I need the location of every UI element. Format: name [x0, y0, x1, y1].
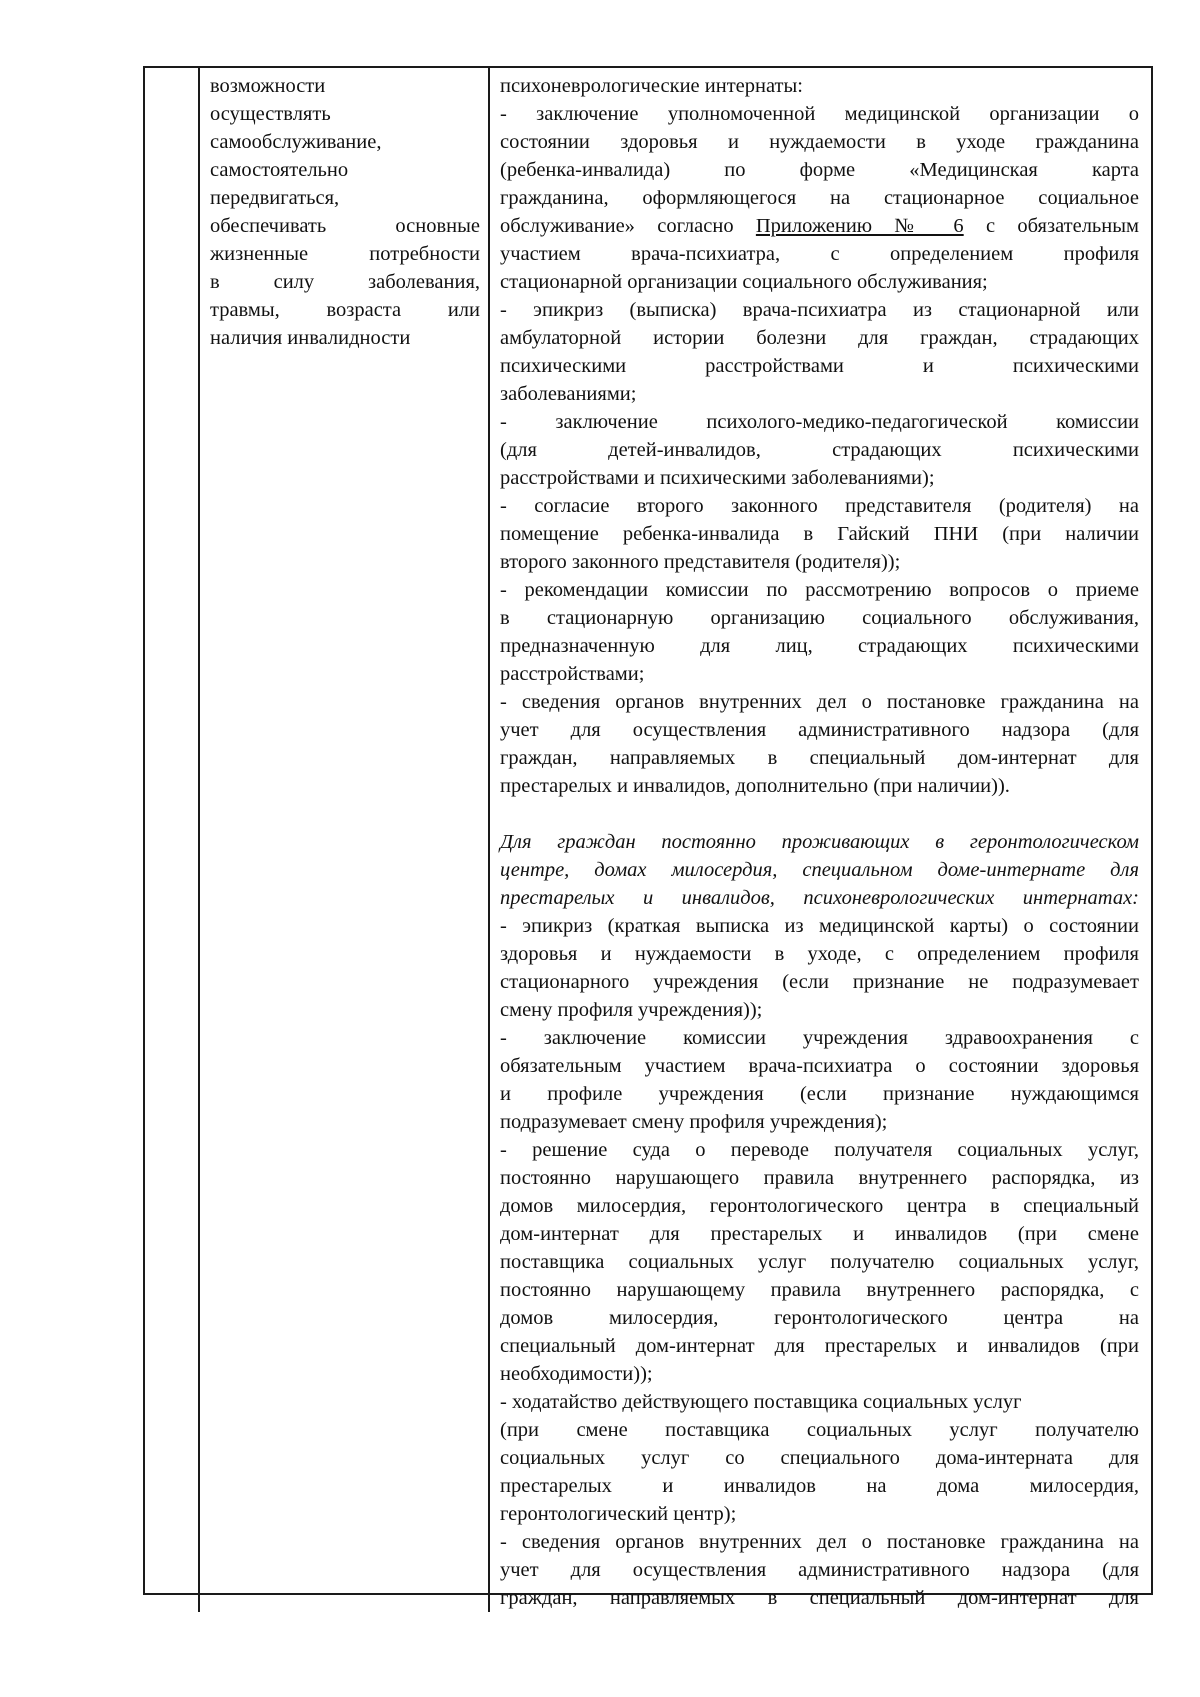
document-line: смену профиля учреждения)); — [500, 999, 763, 1021]
criteria-line: самообслуживание, — [210, 131, 382, 153]
document-line: - заключение комиссии учреждения здравоохранения с — [500, 1027, 1139, 1049]
document-line: стационарной организации социального обслуживания; — [500, 271, 988, 293]
document-line: психоневрологические интернаты: — [500, 75, 803, 97]
document-line: геронтологический центр); — [500, 1503, 737, 1525]
document-line: амбулаторной истории болезни для граждан, страдающих — [500, 327, 1139, 349]
document-line: - эпикриз (выписка) врача-психиатра из стационарной или — [500, 299, 1139, 321]
document-line: поставщика социальных услуг получателю социальных услуг, — [500, 1251, 1139, 1273]
document-line: психическими расстройствами и психическими — [500, 355, 1139, 377]
document-line: - заключение психолого-медико-педагогической комиссии — [500, 411, 1139, 433]
document-line: участием врача-психиатра, с определением профиля — [500, 243, 1139, 265]
document-line: дом-интернат для престарелых и инвалидов (при смене — [500, 1223, 1139, 1245]
criteria-line: осуществлять — [210, 103, 331, 125]
document-line: постоянно нарушающему правила внутреннего распорядка, с — [500, 1279, 1139, 1301]
document-line: необходимости)); — [500, 1363, 653, 1385]
document-link-text: Приложению № 6 — [755, 215, 964, 237]
documents-column — [490, 68, 1151, 1612]
document-table — [143, 66, 1153, 1609]
document-line: (для детей-инвалидов, страдающих психическими — [500, 439, 1139, 461]
document-line: - заключение уполномоченной медицинской организации о — [500, 103, 1139, 125]
document-line: - рекомендации комиссии по рассмотрению вопросов о приеме — [500, 579, 1139, 601]
document-line: специальный дом-интернат для престарелых и инвалидов (при — [500, 1335, 1139, 1357]
document-line: (ребенка-инвалида) по форме «Медицинская карта — [500, 159, 1139, 181]
document-line: Для граждан постоянно проживающих в геронтологическом — [500, 831, 1139, 853]
document-line: в стационарную организацию социального обслуживания, — [500, 607, 1139, 629]
document-line: подразумевает смену профиля учреждения); — [500, 1111, 888, 1133]
document-line: престарелых и инвалидов, дополнительно (при наличии)). — [500, 775, 1010, 797]
document-line: расстройствами и психическими заболеваниями); — [500, 467, 935, 489]
document-line: - сведения органов внутренних дел о постановке гражданина на — [500, 691, 1139, 713]
number-column — [145, 68, 200, 1612]
document-line: - сведения органов внутренних дел о постановке гражданина на — [500, 1531, 1139, 1553]
document-line: и профиле учреждения (если признание нуждающимся — [500, 1083, 1139, 1105]
criteria-line: обеспечивать основные — [210, 215, 480, 237]
document-line: престарелых и инвалидов на дома милосердия, — [500, 1475, 1139, 1497]
document-line: домов милосердия, геронтологического центра в специальный — [500, 1195, 1139, 1217]
text-fragment: с обязательным — [963, 215, 1139, 237]
criteria-line: самостоятельно — [210, 159, 349, 181]
criteria-line: в силу заболевания, — [210, 271, 480, 293]
criteria-line: жизненные потребности — [210, 243, 480, 265]
document-line: престарелых и инвалидов, психоневрологических интернатах: — [500, 887, 1139, 909]
criteria-line: передвигаться, — [210, 187, 340, 209]
criteria-line: травмы, возраста или — [210, 299, 480, 321]
criteria-line: возможности — [210, 75, 326, 97]
document-line: помещение ребенка-инвалида в Гайский ПНИ (при наличии — [500, 523, 1139, 545]
document-line: постоянно нарушающего правила внутреннего распорядка, из — [500, 1167, 1139, 1189]
document-line: состоянии здоровья и нуждаемости в уходе гражданина — [500, 131, 1139, 153]
document-line: граждан, направляемых в специальный дом-интернат для — [500, 747, 1139, 769]
document-line: расстройствами; — [500, 663, 645, 685]
criteria-line: наличия инвалидности — [210, 327, 411, 349]
document-line: учет для осуществления административного надзора (для — [500, 719, 1139, 741]
document-line: социальных услуг со специального дома-интерната для — [500, 1447, 1139, 1469]
document-line: обязательным участием врача-психиатра о состоянии здоровья — [500, 1055, 1139, 1077]
document-line: (при смене поставщика социальных услуг получателю — [500, 1419, 1139, 1441]
criteria-column — [200, 68, 490, 1612]
document-line: - согласие второго законного представителя (родителя) на — [500, 495, 1139, 517]
document-line: здоровья и нуждаемости в уходе, с определением профиля — [500, 943, 1139, 965]
document-line: - эпикриз (краткая выписка из медицинской карты) о состоянии — [500, 915, 1139, 937]
document-line: домов милосердия, геронтологического центра на — [500, 1307, 1139, 1329]
document-line: граждан, направляемых в специальный дом-интернат для — [500, 1587, 1139, 1609]
document-line: стационарного учреждения (если признание не подразумевает — [500, 971, 1139, 993]
document-line: второго законного представителя (родителя)); — [500, 551, 901, 573]
document-line: центре, домах милосердия, специальном доме-интернате для — [500, 859, 1139, 881]
document-line: гражданина, оформляющегося на стационарное социальное — [500, 187, 1139, 209]
document-line: предназначенную для лиц, страдающих психическими — [500, 635, 1139, 657]
document-line: - решение суда о переводе получателя социальных услуг, — [500, 1139, 1139, 1161]
text-fragment: обслуживание» согласно — [500, 215, 756, 237]
document-line: - ходатайство действующего поставщика социальных услуг — [500, 1391, 1022, 1413]
document-line: учет для осуществления административного надзора (для — [500, 1559, 1139, 1581]
document-line — [500, 800, 1139, 828]
document-line — [500, 212, 1139, 240]
document-line: заболеваниями; — [500, 383, 637, 405]
